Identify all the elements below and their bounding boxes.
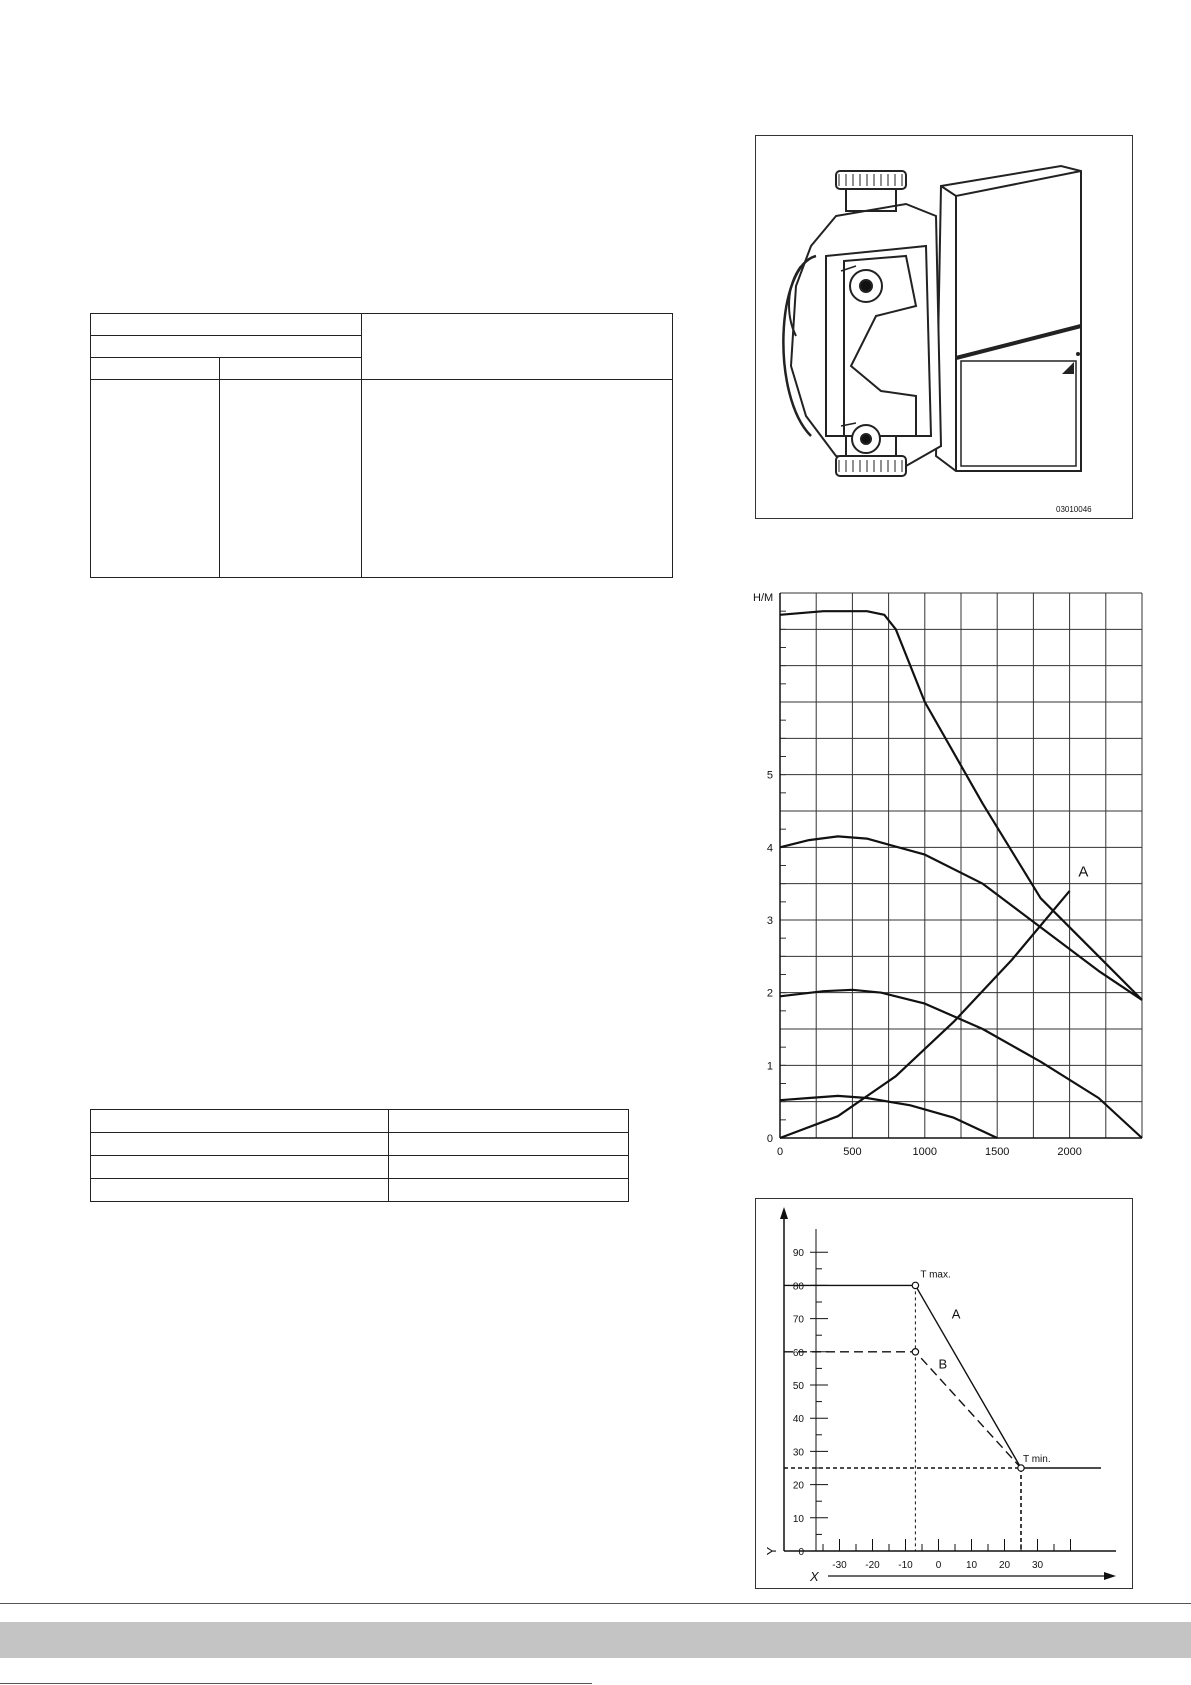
spec-table-bottom	[90, 1109, 629, 1202]
footer-band	[0, 1622, 1191, 1658]
table-cell	[220, 358, 362, 380]
table-cell	[91, 1179, 389, 1202]
pump-drawing	[756, 136, 1131, 517]
x-tick-label: 1500	[984, 1146, 1010, 1158]
y-tick-label: 4	[766, 842, 773, 855]
x-tick-label: 10	[965, 1560, 978, 1571]
y-tick-label: 50	[792, 1381, 804, 1392]
spec-table-top	[90, 313, 673, 578]
y-tick-label: 0	[766, 1133, 773, 1145]
table-cell	[91, 358, 220, 380]
pump-curve-svg	[745, 585, 1145, 1165]
y-tick-label: 1	[766, 1060, 773, 1073]
y-tick-label: 60	[792, 1347, 804, 1359]
x-tick-label: 0	[935, 1560, 942, 1571]
table-cell	[91, 380, 220, 578]
pump-curve-chart	[745, 585, 1145, 1165]
x-tick-label: -10	[898, 1560, 913, 1571]
x-axis-arrow-icon	[1104, 1572, 1116, 1580]
y-tick-label: 3	[766, 915, 773, 927]
figure-code-label: 03010046	[1056, 505, 1092, 514]
x-tick-label: 2000	[1057, 1146, 1082, 1158]
table-cell	[389, 1110, 629, 1133]
table-cell	[91, 314, 362, 336]
heating-curve-series	[784, 1352, 1021, 1468]
x-tick-label: -20	[865, 1560, 880, 1571]
heating-curve-series	[784, 1285, 1101, 1468]
y-tick-label: 2	[766, 987, 773, 1000]
y-tick-label: 80	[792, 1281, 804, 1293]
footer-bottom-line	[0, 1683, 592, 1684]
x-tick-label: 0	[776, 1146, 784, 1158]
tmin-label: T min.	[1023, 1454, 1051, 1465]
y-tick-label: 90	[792, 1248, 804, 1260]
y-axis-label: H/M	[753, 592, 774, 604]
table-cell	[91, 336, 362, 358]
curve-point-marker	[912, 1282, 918, 1288]
x-tick-label: 500	[843, 1146, 862, 1158]
y-tick-label: 30	[792, 1447, 804, 1459]
x-tick-label: 20	[998, 1560, 1011, 1571]
curve-b-label: B	[938, 1356, 948, 1372]
x-tick-label: -30	[832, 1560, 847, 1571]
curve-annotation-label: A	[1078, 863, 1089, 881]
table-cell	[389, 1156, 629, 1179]
y-tick-label: 0	[798, 1547, 804, 1558]
pump-figure	[755, 135, 1133, 519]
curve-point-marker	[912, 1349, 918, 1355]
x-tick-label: 1000	[912, 1146, 938, 1158]
y-axis-label: Y	[764, 1546, 779, 1556]
table-cell	[91, 1156, 389, 1179]
y-tick-label: 40	[792, 1414, 804, 1426]
table-cell	[362, 314, 673, 380]
x-tick-label: 30	[1031, 1560, 1044, 1571]
table-cell	[220, 380, 362, 578]
curve-point-marker	[1018, 1465, 1024, 1471]
table-cell	[389, 1179, 629, 1202]
y-tick-label: 70	[792, 1314, 804, 1326]
y-tick-label: 5	[766, 769, 773, 782]
footer-rule	[0, 1603, 1191, 1604]
x-axis-label: X	[810, 1569, 819, 1584]
heating-curve-figure	[755, 1198, 1133, 1589]
tmax-label: T max.	[920, 1269, 951, 1281]
y-axis-arrow-icon	[780, 1207, 788, 1219]
y-tick-label: 20	[792, 1480, 804, 1492]
y-tick-label: 10	[792, 1513, 804, 1525]
heating-curve-svg	[756, 1199, 1131, 1587]
curve-a-label: A	[951, 1306, 961, 1322]
table-cell	[91, 1110, 389, 1133]
table-cell	[389, 1133, 629, 1156]
table-cell	[91, 1133, 389, 1156]
table-cell	[362, 380, 673, 578]
